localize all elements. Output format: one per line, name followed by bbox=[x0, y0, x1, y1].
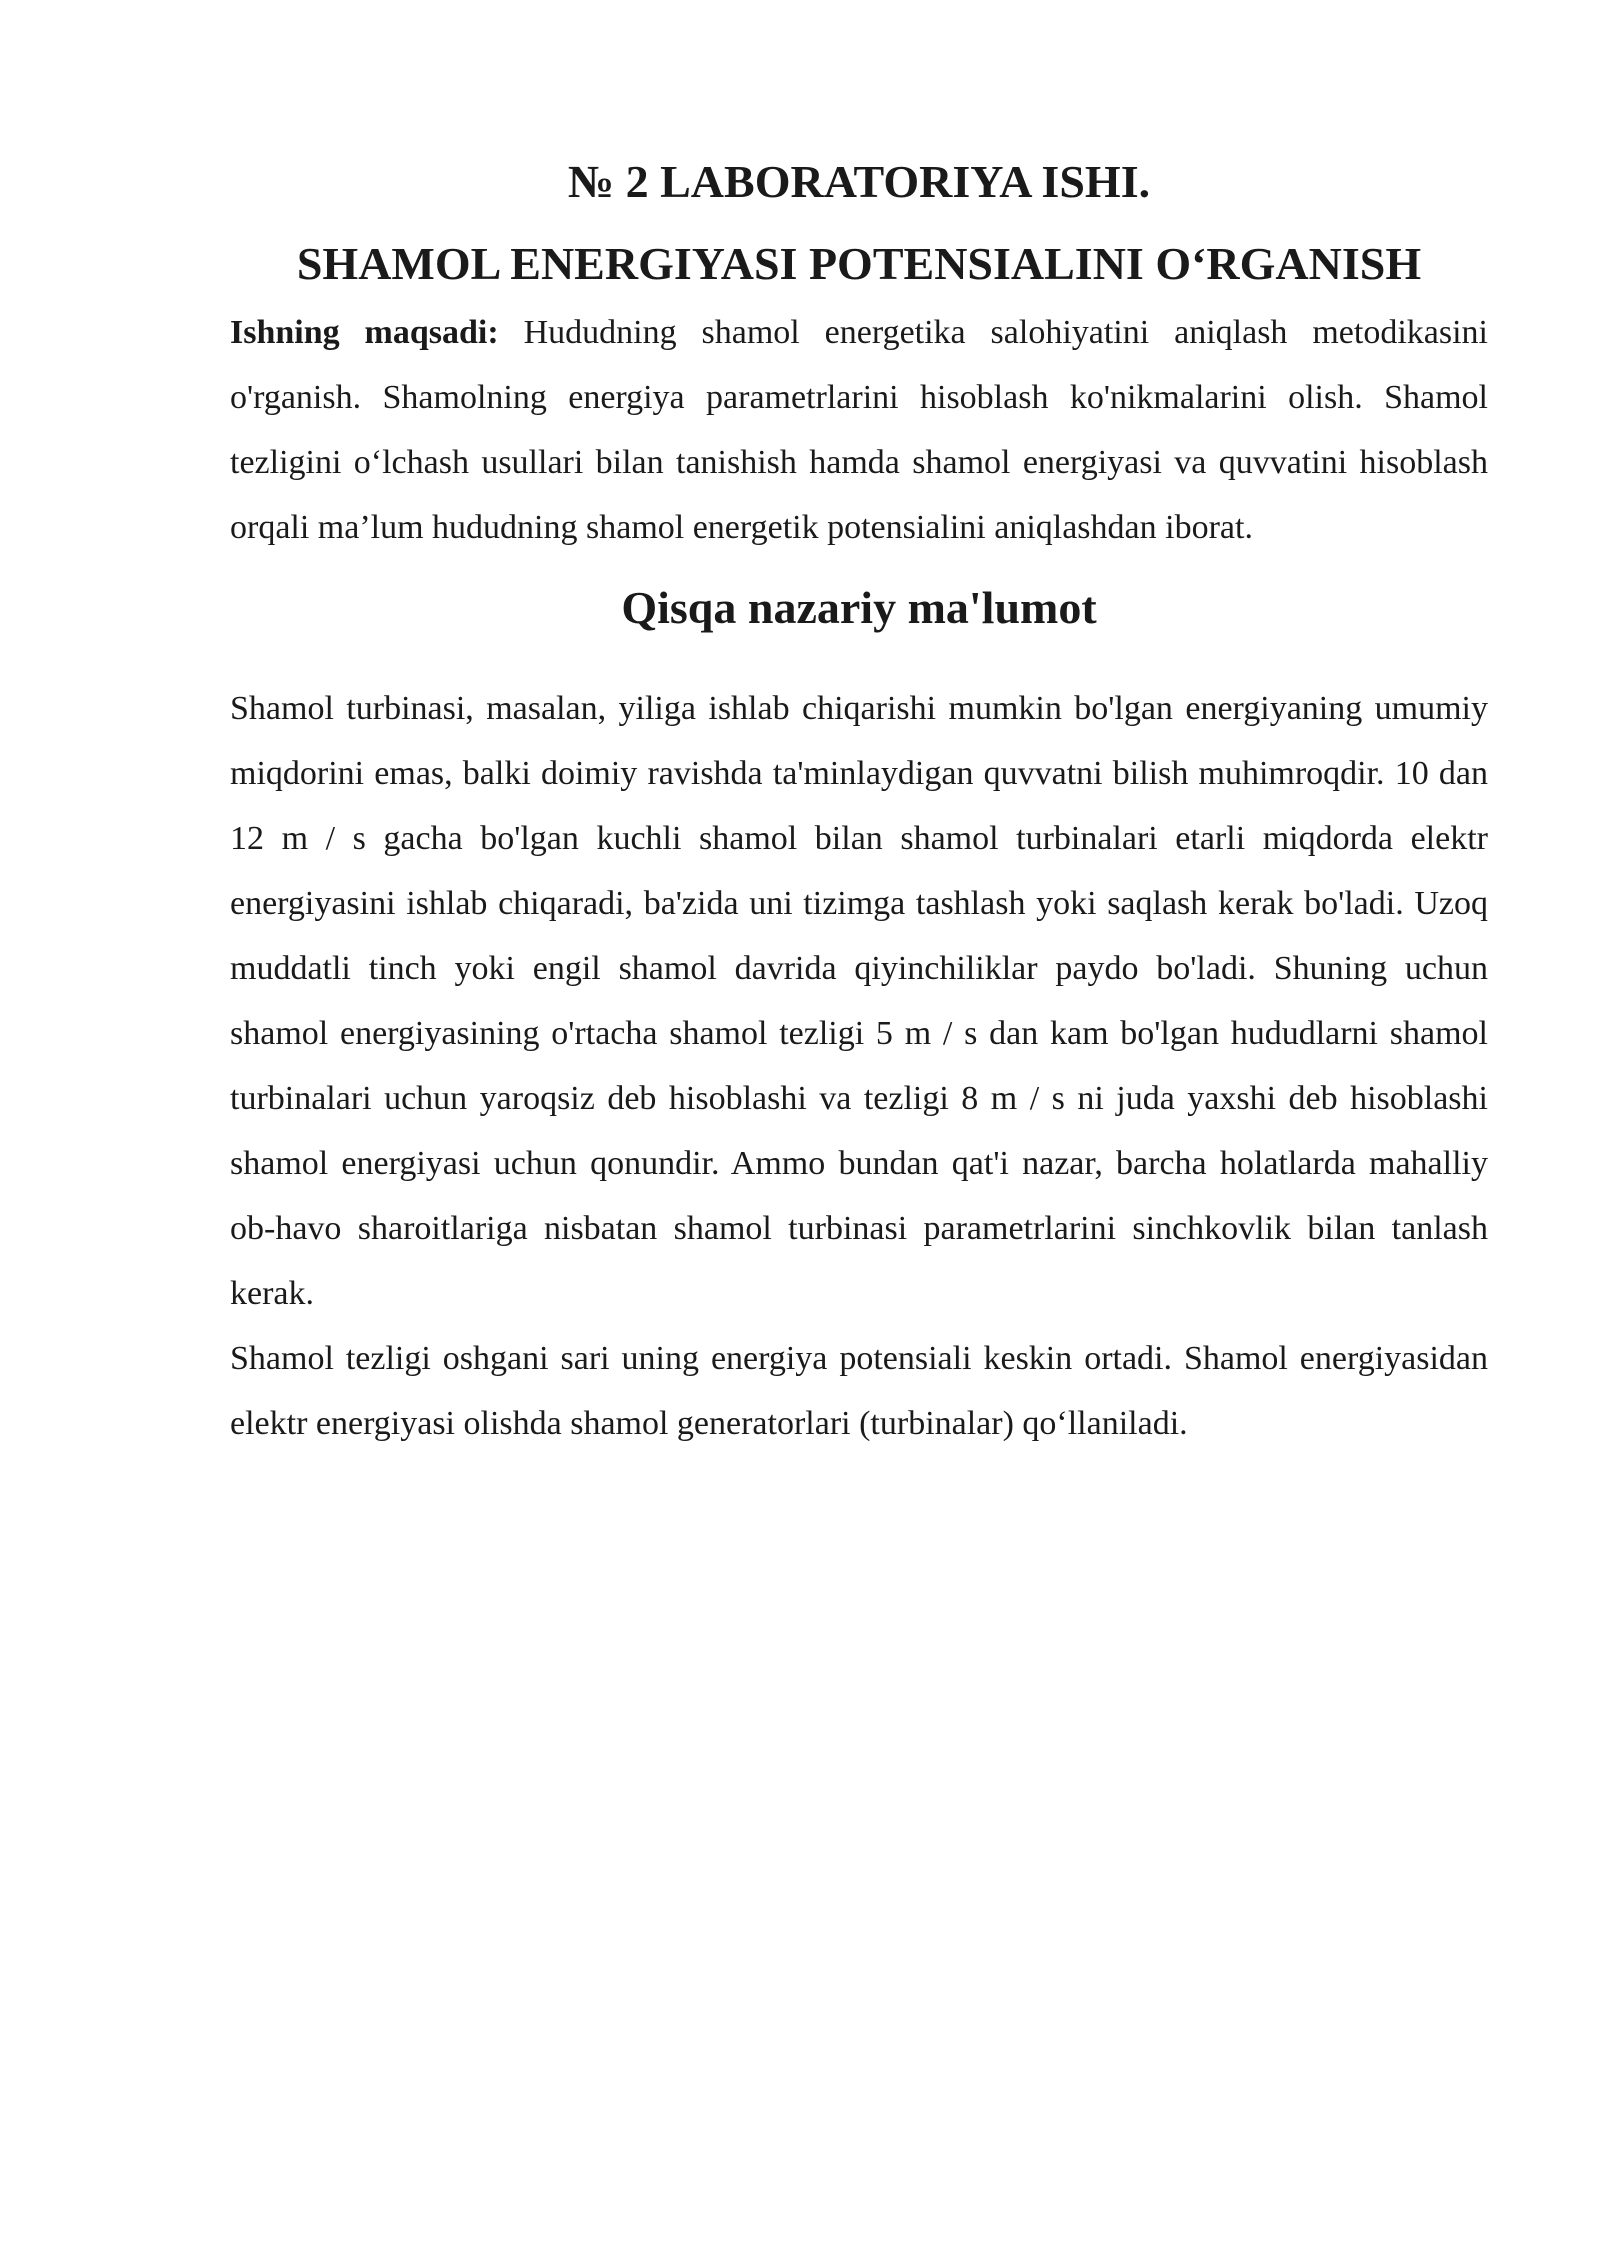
aim-text: Hududning shamol energetika salohiyatini aniqlash metodikasini o'rganish. Shamolning energiya parametrlarini hisoblash ko'nikmalarini olish. Shamol tezligini o‘lchash usullari bilan tanishish hamda shamol energiyasi va quvvatini hisoblash orqali ma’lum hududning shamol energetik potensialini aniqlashdan iborat. bbox=[230, 314, 1488, 546]
document-title-line2: SHAMOL ENERGIYASI POTENSIALINI O‘RGANISH bbox=[296, 238, 1422, 289]
section-title: Qisqa nazariy ma'lumot bbox=[621, 582, 1097, 633]
theory-paragraph-1: Shamol turbinasi, masalan, yiliga ishlab chiqarishi mumkin bo'lgan energiyaning umumiy miqdorini emas, balki doimiy ravishda ta'minlaydigan quvvatni bilish muhimroqdir. 10 dan 12 m / s gacha bo'lgan kuchli shamol bilan shamol turbinalari etarli miqdorda elektr energiyasini ishlab chiqaradi, ba'zida uni tizimga tashlash yoki saqlash kerak bo'ladi. Uzoq muddatli tinch yoki engil shamol davrida qiyinchiliklar paydo bo'ladi. Shuning uchun shamol energiyasining o'rtacha shamol tezligi 5 m / s dan kam bo'lgan hududlarni shamol turbinalari uchun yaroqsiz deb hisoblashi va tezligi 8 m / s ni juda yaxshi deb hisoblashi shamol energiyasi uchun qonundir. Ammo bundan qat'i nazar, barcha holatlarda mahalliy ob-havo sharoitlariga nisbatan shamol turbinasi parametrlarini sinchkovlik bilan tanlash kerak. bbox=[230, 690, 1488, 1312]
aim-label: Ishning maqsadi: bbox=[230, 314, 499, 351]
aim-paragraph bbox=[230, 300, 1488, 560]
document-title-line1: № 2 LABORATORIYA ISHI. bbox=[567, 156, 1151, 207]
document-page bbox=[230, 150, 1488, 1456]
theory-paragraph-2: Shamol tezligi oshgani sari uning energiya potensiali keskin ortadi. Shamol energiyasidan elektr energiyasi olishda shamol generatorlari (turbinalar) qo‘llaniladi. bbox=[230, 1340, 1488, 1442]
